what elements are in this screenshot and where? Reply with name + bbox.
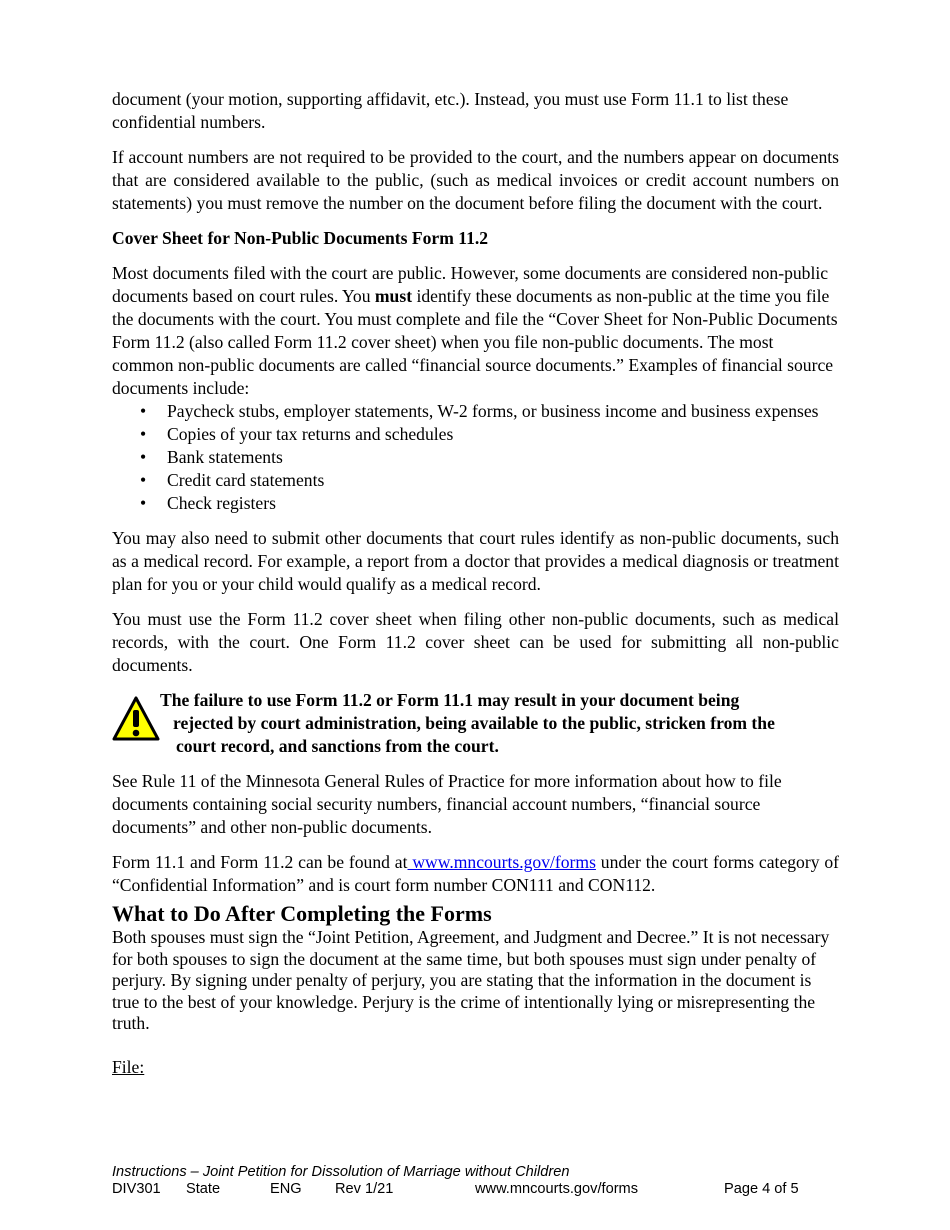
file-label: File: bbox=[112, 1056, 145, 1077]
cover-sheet-heading: Cover Sheet for Non-Public Documents Form 11.2 bbox=[112, 228, 489, 248]
paragraph-medical-record: You may also need to submit other documents that court rules identify as non-public documents, such as a medical record. For example, a report from a doctor that provides a medical diagnosis or treatment plan for you or your child would qualify as a medical record. bbox=[112, 528, 839, 594]
footer-state: State bbox=[186, 1181, 221, 1197]
footer-revision: Rev 1/21 bbox=[335, 1181, 394, 1197]
list-item: • Bank statements bbox=[167, 446, 839, 469]
footer-language: ENG bbox=[270, 1181, 302, 1197]
page-footer bbox=[112, 1164, 839, 1199]
warning-callout bbox=[112, 689, 839, 758]
paragraph-rule-11: See Rule 11 of the Minnesota General Rules of Practice for more information about how to file documents containing social security numbers, financial account numbers, “financial source documents” and other non-public documents. bbox=[112, 771, 782, 837]
paragraph-signing: Both spouses must sign the “Joint Petition, Agreement, and Judgment and Decree.” It is not necessary for both spouses to sign the document at the same time, but both spouses must sign under penalty of perjury. By signing under penalty of perjury, you are stating that the information in the document is true to the best of your knowledge. Perjury is the crime of intentionally lying or misrepresenting the truth. bbox=[112, 927, 830, 1033]
paragraph-confidential-numbers: document (your motion, supporting affidavit, etc.). Instead, you must use Form 11.1 to list these confidential numbers. bbox=[112, 89, 789, 132]
paragraph-text: identify these documents as non-public at the time you file the documents with the court. You must complete and file the “Cover Sheet for Non-Public Documents Form 11.2 (also called Form 11.2 cover sheet) when you file non-public documents. The most common non-public documents are called “financial source documents.” Examples of financial source documents include: bbox=[112, 286, 838, 398]
list-item: • Credit card statements bbox=[167, 469, 839, 492]
warning-line: rejected by court administration, being available to the public, stricken from the bbox=[173, 713, 775, 733]
emphasis-must: must bbox=[374, 286, 413, 306]
footer-page-number: Page 4 of 5 bbox=[724, 1181, 799, 1197]
mncourts-forms-link[interactable]: www.mncourts.gov/forms bbox=[407, 852, 596, 872]
paragraph-account-numbers: If account numbers are not required to be provided to the court, and the numbers appear on documents that are considered available to the public, (such as medical invoices or credit account numbers on statements) you must remove the number on the document before filing the document with the court. bbox=[112, 147, 839, 213]
list-item: • Copies of your tax returns and schedules bbox=[167, 423, 839, 446]
footer-form-code: DIV301 bbox=[112, 1181, 161, 1197]
list-item: • Check registers bbox=[167, 492, 839, 515]
financial-documents-list bbox=[112, 400, 839, 515]
list-item: • Paycheck stubs, employer statements, W-2 forms, or business income and business expenses bbox=[167, 400, 839, 423]
paragraph-non-public-documents bbox=[112, 262, 839, 400]
paragraph-text: under the court forms category of “Confidential Information” and is court form number CON111 and CON112. bbox=[112, 852, 840, 895]
warning-text bbox=[160, 689, 839, 758]
section-heading-after-completing: What to Do After Completing the Forms bbox=[112, 901, 492, 926]
footer-website: www.mncourts.gov/forms bbox=[475, 1181, 639, 1197]
paragraph-cover-sheet-use: You must use the Form 11.2 cover sheet when filing other non-public documents, such as medical records, with the court. One Form 11.2 cover sheet can be used for submitting all non-public documents. bbox=[112, 609, 839, 675]
warning-line: court record, and sanctions from the court. bbox=[176, 736, 499, 756]
warning-line: The failure to use Form 11.2 or Form 11.1 may result in your document being bbox=[160, 690, 740, 710]
warning-triangle-icon bbox=[112, 695, 160, 741]
footer-meta-row bbox=[112, 1181, 839, 1199]
paragraph-text: Form 11.1 and Form 11.2 can be found at bbox=[112, 852, 408, 872]
footer-title: Instructions – Joint Petition for Dissolution of Marriage without Children bbox=[112, 1164, 570, 1180]
paragraph-form-location bbox=[112, 851, 839, 897]
paragraph-text: Most documents filed with the court are public. However, some documents are considered non-public documents based on court rules. You bbox=[112, 263, 829, 306]
document-page bbox=[112, 88, 839, 1079]
